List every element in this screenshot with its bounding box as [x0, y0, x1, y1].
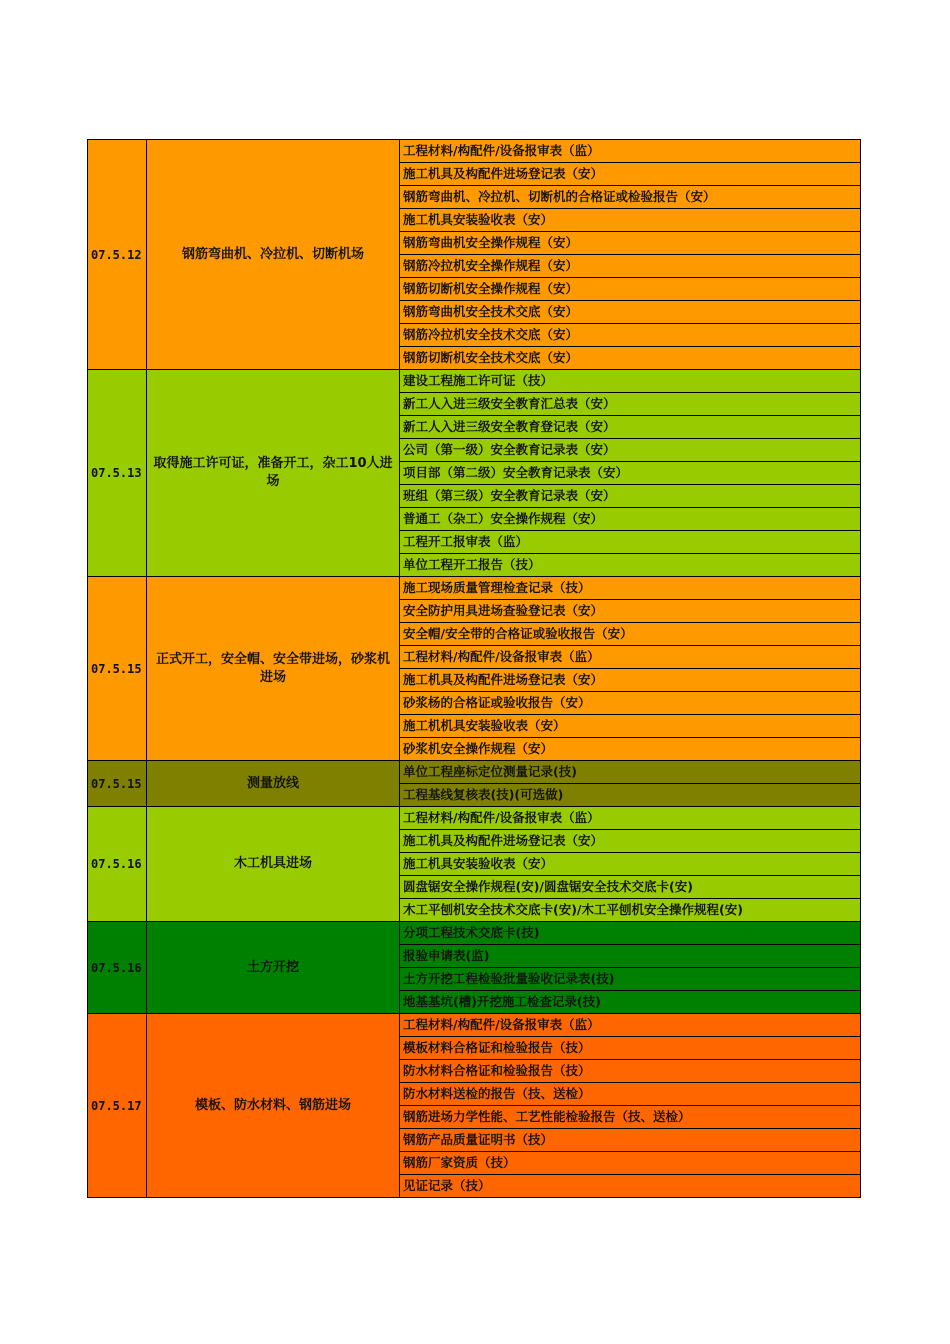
- document-cell: 钢筋产品质量证明书（技）: [400, 1129, 861, 1152]
- document-cell: 施工机具及构配件进场登记表（安）: [400, 163, 861, 186]
- date-cell: 07.5.16: [88, 807, 147, 922]
- task-cell: 测量放线: [147, 761, 400, 807]
- document-cell: 单位工程开工报告（技）: [400, 554, 861, 577]
- document-cell: 土方开挖工程检验批量验收记录表(技): [400, 968, 861, 991]
- document-cell: 钢筋弯曲机、冷拉机、切断机的合格证或检验报告（安）: [400, 186, 861, 209]
- document-cell: 建设工程施工许可证（技）: [400, 370, 861, 393]
- document-cell: 钢筋冷拉机安全技术交底（安）: [400, 324, 861, 347]
- task-cell: 土方开挖: [147, 922, 400, 1014]
- document-cell: 施工机机具安装验收表（安）: [400, 715, 861, 738]
- document-cell: 工程材料/构配件/设备报审表（监）: [400, 646, 861, 669]
- document-cell: 钢筋冷拉机安全操作规程（安）: [400, 255, 861, 278]
- document-cell: 防水材料合格证和检验报告（技）: [400, 1060, 861, 1083]
- document-cell: 新工人入进三级安全教育汇总表（安）: [400, 393, 861, 416]
- document-cell: 班组（第三级）安全教育记录表（安）: [400, 485, 861, 508]
- date-cell: 07.5.13: [88, 370, 147, 577]
- date-cell: 07.5.15: [88, 577, 147, 761]
- document-cell: 模板材料合格证和检验报告（技）: [400, 1037, 861, 1060]
- table-row: [88, 807, 861, 830]
- date-cell: 07.5.12: [88, 140, 147, 370]
- document-cell: 工程材料/构配件/设备报审表（监）: [400, 140, 861, 163]
- document-cell: 木工平刨机安全技术交底卡(安)/木工平刨机安全操作规程(安): [400, 899, 861, 922]
- schedule-body: [88, 140, 861, 1198]
- table-row: [88, 140, 861, 163]
- document-cell: 普通工（杂工）安全操作规程（安）: [400, 508, 861, 531]
- task-cell: 钢筋弯曲机、冷拉机、切断机场: [147, 140, 400, 370]
- task-cell: 取得施工许可证，准备开工，杂工10人进场: [147, 370, 400, 577]
- document-cell: 安全帽/安全带的合格证或验收报告（安）: [400, 623, 861, 646]
- table-row: [88, 370, 861, 393]
- document-cell: 砂浆杨的合格证或验收报告（安）: [400, 692, 861, 715]
- date-cell: 07.5.15: [88, 761, 147, 807]
- table-row: [88, 922, 861, 945]
- date-cell: 07.5.17: [88, 1014, 147, 1198]
- document-cell: 防水材料送检的报告（技、送检）: [400, 1083, 861, 1106]
- document-cell: 施工现场质量管理检查记录（技）: [400, 577, 861, 600]
- document-cell: 施工机具安装验收表（安）: [400, 853, 861, 876]
- document-cell: 圆盘锯安全操作规程(安)/圆盘锯安全技术交底卡(安): [400, 876, 861, 899]
- document-cell: 钢筋弯曲机安全操作规程（安）: [400, 232, 861, 255]
- document-cell: 项目部（第二级）安全教育记录表（安）: [400, 462, 861, 485]
- task-cell: 木工机具进场: [147, 807, 400, 922]
- document-cell: 钢筋弯曲机安全技术交底（安）: [400, 301, 861, 324]
- document-cell: 工程材料/构配件/设备报审表（监）: [400, 807, 861, 830]
- document-cell: 施工机具及构配件进场登记表（安）: [400, 669, 861, 692]
- document-cell: 钢筋切断机安全操作规程（安）: [400, 278, 861, 301]
- document-cell: 钢筋切断机安全技术交底（安）: [400, 347, 861, 370]
- document-cell: 新工人入进三级安全教育登记表（安）: [400, 416, 861, 439]
- task-cell: 正式开工，安全帽、安全带进场，砂浆机进场: [147, 577, 400, 761]
- document-cell: 安全防护用具进场查验登记表（安）: [400, 600, 861, 623]
- document-cell: 砂浆机安全操作规程（安）: [400, 738, 861, 761]
- task-cell: 模板、防水材料、钢筋进场: [147, 1014, 400, 1198]
- document-cell: 地基基坑(槽)开挖施工检查记录(技): [400, 991, 861, 1014]
- document-cell: 钢筋进场力学性能、工艺性能检验报告（技、送检）: [400, 1106, 861, 1129]
- document-cell: 钢筋厂家资质（技）: [400, 1152, 861, 1175]
- schedule-table: [87, 139, 861, 1198]
- document-cell: 施工机具安装验收表（安）: [400, 209, 861, 232]
- document-cell: 分项工程技术交底卡(技): [400, 922, 861, 945]
- table-row: [88, 577, 861, 600]
- document-cell: 报验申请表(监): [400, 945, 861, 968]
- document-cell: 工程基线复核表(技)(可选做): [400, 784, 861, 807]
- document-cell: 公司（第一级）安全教育记录表（安）: [400, 439, 861, 462]
- document-cell: 施工机具及构配件进场登记表（安）: [400, 830, 861, 853]
- table-row: [88, 761, 861, 784]
- date-cell: 07.5.16: [88, 922, 147, 1014]
- document-cell: 见证记录（技）: [400, 1175, 861, 1198]
- table-row: [88, 1014, 861, 1037]
- document-cell: 工程材料/构配件/设备报审表（监）: [400, 1014, 861, 1037]
- document-cell: 工程开工报审表（监）: [400, 531, 861, 554]
- document-cell: 单位工程座标定位测量记录(技): [400, 761, 861, 784]
